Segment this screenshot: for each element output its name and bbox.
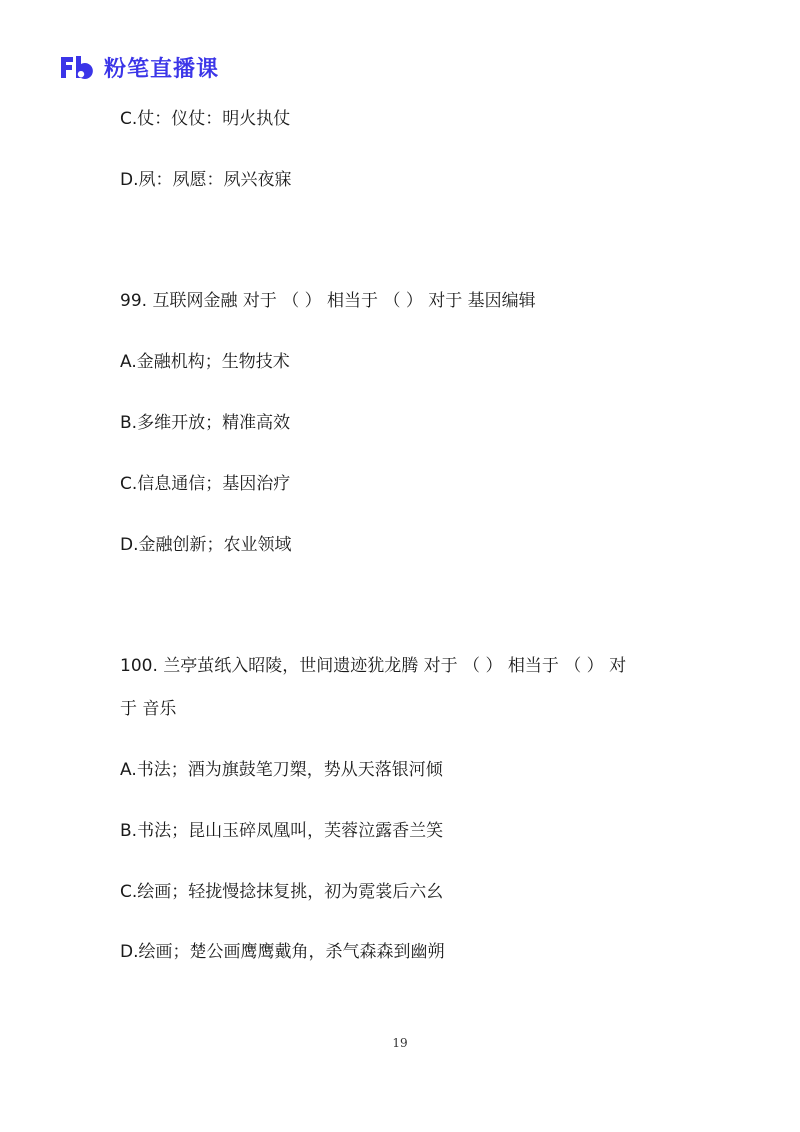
question-100-stem-line2: 于 音乐	[120, 699, 177, 719]
question-99-option-d: D.金融创新；农业领域	[120, 535, 292, 555]
question-99-stem: 99. 互联网金融 对于 （ ） 相当于 （ ） 对于 基因编辑	[120, 291, 536, 311]
question-100-option-b: B.书法；昆山玉碎凤凰叫，芙蓉泣露香兰笑	[120, 821, 444, 841]
question-99-option-b: B.多维开放；精准高效	[120, 413, 291, 433]
option-c-prev: C.仗：仪仗：明火执仗	[120, 109, 291, 129]
question-99-option-a: A.金融机构；生物技术	[120, 352, 290, 372]
question-100-option-d: D.绘画；楚公画鹰鹰戴角，杀气森森到幽朔	[120, 942, 445, 962]
brand-header	[58, 52, 219, 82]
question-99-option-c: C.信息通信；基因治疗	[120, 474, 291, 494]
brand-name: 粉笔直播课	[104, 56, 220, 82]
fb-logo-icon	[58, 54, 98, 80]
option-d-prev: D.夙：夙愿：夙兴夜寐	[120, 170, 292, 190]
question-100-option-c: C.绘画；轻拢慢捻抹复挑，初为霓裳后六幺	[120, 882, 444, 902]
page-number: 19	[392, 1036, 408, 1050]
question-100-stem-line1: 100. 兰亭茧纸入昭陵，世间遗迹犹龙腾 对于 （ ） 相当于 （ ） 对	[120, 656, 627, 676]
question-100-option-a: A.书法；酒为旗鼓笔刀槊，势从天落银河倾	[120, 760, 443, 780]
